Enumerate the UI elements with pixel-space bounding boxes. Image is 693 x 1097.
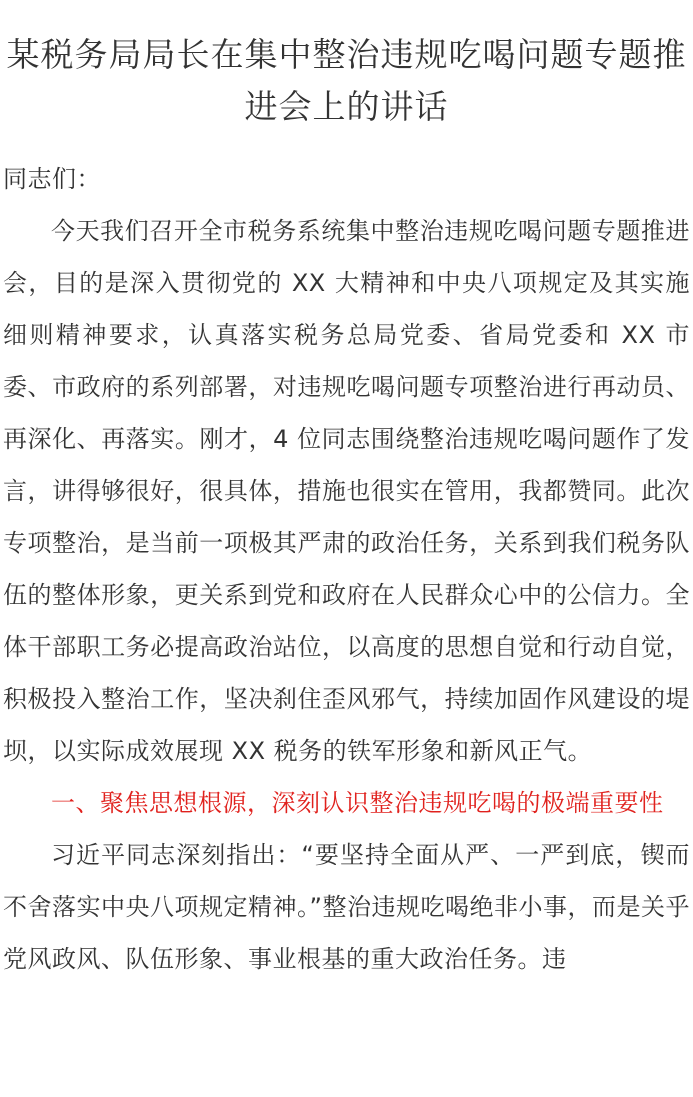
speech-title: 某税务局局长在集中整治违规吃喝问题专题推进会上的讲话 (6, 35, 687, 126)
speech-body (3, 153, 690, 985)
opening-paragraph: 今天我们召开全市税务系统集中整治违规吃喝问题专题推进会，目的是深入贯彻党的 XX 大精神和中央八项规定及其实施细则精神要求，认真落实税务总局党委、省局党委和 XX 市委、市政府的系列部署，对违规吃喝问题专项整治进行再动员、再深化、再落实。刚才，4 位同志围绕整治违规吃喝问题作了发言，讲得够很好，很具体，措施也很实在管用，我都赞同。此次专项整治，是当前一项极其严肃的政治任务，关系到我们税务队伍的整体形象，更关系到党和政府在人民群众心中的公信力。全体干部职工务必提高政治站位，以高度的思想自觉和行动自觉，积极投入整治工作，坚决刹住歪风邪气，持续加固作风建设的堤坝，以实际成效展现 XX 税务的铁军形象和新风正气。 (3, 217, 690, 765)
salutation: 同志们： (3, 165, 101, 193)
section-heading-1: 一、聚焦思想根源，深刻认识整治违规吃喝的极端重要性 (51, 789, 664, 817)
section-1-paragraph: 习近平同志深刻指出：“要坚持全面从严、一严到底，锲而不舍落实中央八项规定精神。”整治违规吃喝绝非小事，而是关乎党风政风、队伍形象、事业根基的重大政治任务。违 (3, 841, 690, 973)
